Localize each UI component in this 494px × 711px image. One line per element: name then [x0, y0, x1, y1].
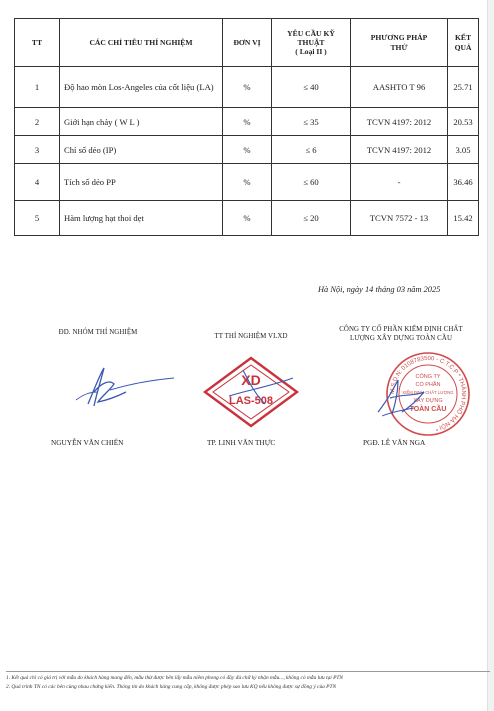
row-name: Chỉ số dẻo (IP) [60, 136, 223, 164]
lab-stamp-top: XD [241, 372, 261, 388]
row-requirement [272, 164, 351, 201]
row-result: 36.46 [448, 164, 479, 201]
company-seal-line2: CỔ PHẦN [415, 382, 441, 388]
row-unit: % [223, 164, 272, 201]
signatory-company-name: PGĐ. LÊ VĂN NGA [363, 438, 426, 447]
row-tt: 5 [15, 201, 60, 236]
row-tt: 3 [15, 136, 60, 164]
row-result: 25.71 [448, 67, 479, 108]
row-method: TCVN 4197: 2012 [351, 108, 448, 136]
header-unit: ĐƠN VỊ [223, 19, 272, 67]
company-seal-line5: TOÀN CẦU [409, 406, 447, 413]
signature-group-handwriting [70, 362, 180, 412]
row-unit: % [223, 67, 272, 108]
header-method-line2: THỬ [390, 42, 408, 52]
signatory-group [38, 328, 158, 337]
row-requirement-value: ≤ 35 [303, 116, 319, 127]
header-tt: TT [15, 19, 60, 67]
row-unit: % [223, 136, 272, 164]
row-requirement [272, 136, 351, 164]
row-name: Tích số dẻo PP [60, 164, 223, 201]
header-requirement-line2: THUẬT [297, 37, 325, 47]
page-edge [487, 0, 494, 711]
footnotes [6, 671, 490, 692]
row-result: 3.05 [448, 136, 479, 164]
signatory-group-name: NGUYỄN VĂN CHIẾN [51, 438, 124, 447]
row-requirement-value: ≤ 40 [303, 82, 319, 92]
row-method: - [351, 164, 448, 201]
row-name: Giới hạn chảy ( W L ) [60, 108, 223, 136]
results-table [14, 18, 479, 236]
row-requirement-value: ≤ 6 [305, 144, 317, 155]
row-method: TCVN 4197: 2012 [351, 136, 448, 164]
header-result: KẾT QUẢ [448, 19, 479, 67]
row-result: 15.42 [448, 201, 479, 236]
row-tt: 1 [15, 67, 60, 108]
row-name: Độ hao mòn Los-Angeles của cốt liệu (LA) [60, 67, 223, 108]
row-requirement [272, 201, 351, 236]
row-requirement-value: ≤ 20 [303, 213, 319, 223]
date-line: Hà Nội, ngày 14 tháng 03 năm 2025 [318, 285, 441, 294]
table-row [15, 108, 479, 136]
row-tt: 4 [15, 164, 60, 201]
row-unit: % [223, 108, 272, 136]
signatory-company-title-line2: LƯỢNG XÂY DỰNG TOÀN CẦU [349, 335, 453, 343]
row-result: 20.53 [448, 108, 479, 136]
signatory-company-title-line1: CÔNG TY CỔ PHẦN KIỂM ĐỊNH CHẤT [339, 326, 463, 333]
row-requirement [272, 67, 351, 108]
row-method: TCVN 7572 - 13 [351, 201, 448, 236]
company-seal-line1: CÔNG TY [415, 374, 441, 380]
table-row [15, 164, 479, 201]
signatory-lab-title: TT THÍ NGHIỆM VLXD [214, 333, 288, 340]
signature-company-handwriting [372, 372, 442, 422]
table-row [15, 67, 479, 108]
header-requirement [272, 19, 351, 67]
table-row [15, 201, 479, 236]
header-criteria: CÁC CHỈ TIÊU THÍ NGHIỆM [60, 19, 223, 67]
signatory-company [326, 325, 476, 344]
header-requirement-line1: YÊU CẦU KỸ [287, 28, 335, 38]
row-name: Hàm lượng hạt thoi dẹt [60, 201, 223, 236]
row-method: AASHTO T 96 [351, 67, 448, 108]
company-seal-line4: XÂY DỰNG [413, 398, 443, 404]
row-tt: 2 [15, 108, 60, 136]
footnote-1: 1. Kết quả chỉ có giá trị với mẫu do khách hàng mang đến, mẫu thử được bên lấy mẫu niêm phong có đầy đủ chữ ký nhận mẫu..., không có mẫu lưu tại PTN [6, 675, 344, 681]
company-seal-ring: M.S.D.N: 0108783500 - C.T.C.P * THÀNH PHỐ HÀ NỘI * [389, 355, 467, 432]
table-row [15, 136, 479, 164]
header-method [351, 19, 448, 67]
signatory-lab [195, 332, 307, 341]
row-unit: % [223, 201, 272, 236]
lab-stamp [199, 352, 303, 432]
lab-stamp-code: LAS-508 [228, 395, 274, 407]
row-requirement-value: ≤ 60 [303, 177, 319, 187]
header-method-line1: PHƯƠNG PHÁP [370, 33, 428, 43]
company-seal-line3: KIỂM ĐỊNH CHẤT LƯỢNG [402, 390, 454, 395]
signatory-lab-name: TP. LINH VĂN THỰC [207, 438, 276, 447]
signatory-group-title: ĐD. NHÓM THÍ NGHIỆM [58, 329, 138, 336]
row-requirement [272, 108, 351, 136]
footnote-2: 2. Quá trình TN có các bên cùng nhau chứng kiến. Thông tin do khách hàng cung cấp, không được phép sao lưu KQ nếu không được sự đồng ý của PTN [6, 683, 337, 690]
header-requirement-line3: ( Loại II ) [295, 47, 327, 57]
table-header-row [15, 19, 479, 67]
